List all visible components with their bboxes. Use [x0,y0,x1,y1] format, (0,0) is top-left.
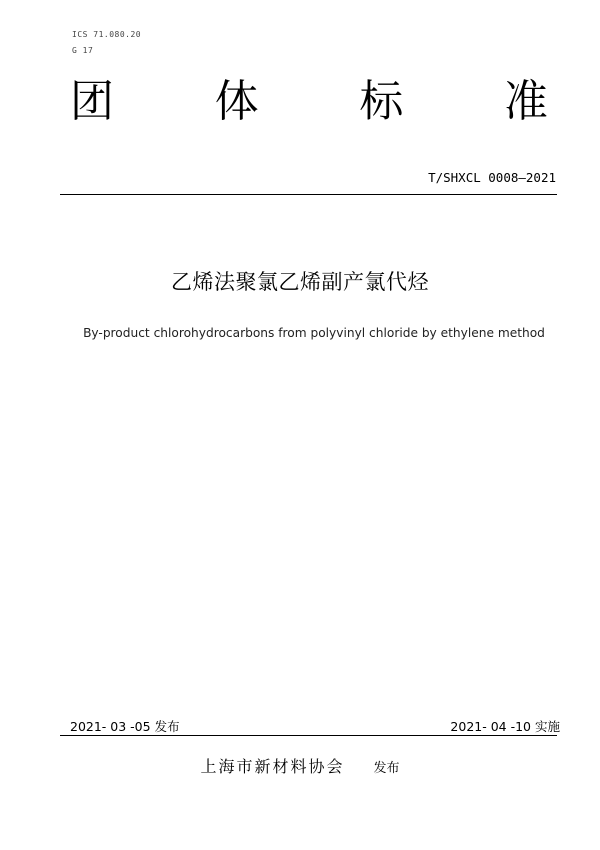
publish-date: 2021- 03 -05 发布 [70,719,180,734]
issuer-line [0,754,600,777]
standard-type-char: 体 [214,76,259,127]
standard-type-heading [70,72,548,132]
header-divider [60,194,557,195]
issuer-name: 上海市新材料协会 [200,757,345,776]
footer-divider [60,735,557,736]
document-title-en: By-product chlorohydrocarbons from polyvinyl chloride by ethylene method [83,326,545,340]
ics-code: ICS 71.080.20 [72,30,142,39]
standard-type-char: 团 [70,76,114,127]
issuer-action: 发布 [373,761,400,776]
standard-type-char: 标 [359,76,404,127]
standard-type-char: 准 [503,76,548,127]
ccs-code: G 17 [72,46,94,55]
document-title-cn: 乙烯法聚氯乙烯副产氯代烃 [171,270,429,294]
standard-number: T/SHXCL 0008—2021 [428,170,556,185]
implement-date: 2021- 04 -10 实施 [450,719,560,734]
